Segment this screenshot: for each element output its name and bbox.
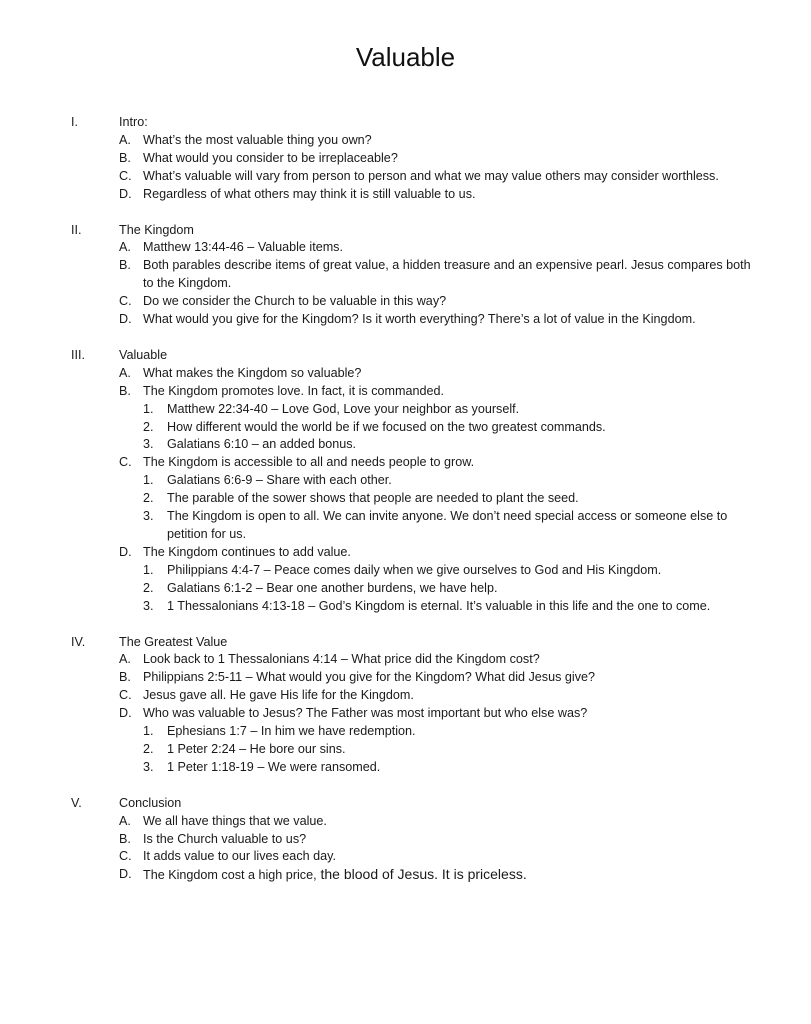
outline-item (0, 866, 811, 885)
item-label: A. (119, 652, 131, 667)
outline-section (0, 634, 811, 777)
section-numeral: IV. (71, 634, 86, 649)
item-label: D. (119, 544, 132, 559)
item-text-emphasis: the blood of Jesus. It is priceless. (316, 866, 527, 883)
item-text: What would you consider to be irreplaceable? (143, 150, 398, 165)
subitem-label: 1. (143, 473, 154, 488)
section-heading (0, 795, 811, 813)
subitem-label: 1. (143, 724, 154, 739)
item-text: The Kingdom is accessible to all and needs people to grow. (143, 455, 475, 470)
subitem-label: 2. (143, 491, 154, 506)
outline-subitem (0, 741, 811, 759)
subitem-label: 3. (143, 598, 154, 613)
item-text: Is the Church valuable to us? (143, 831, 307, 846)
item-text: Both parables describe items of great value, a hidden treasure and an expensive pearl. Jesus compares both to the Kingdom. (143, 258, 751, 291)
outline-item (0, 848, 811, 866)
outline-subitem (0, 436, 811, 454)
item-text: What’s the most valuable thing you own? (143, 132, 372, 147)
item-text: It adds value to our lives each day. (143, 849, 336, 864)
subitem-text: The Kingdom is open to all. We can invite anyone. We don’t need special access or someone else to petition for us. (167, 509, 728, 541)
item-label: D. (119, 867, 132, 882)
outline-subitem (0, 580, 811, 598)
outline-subitem (0, 490, 811, 508)
item-label: C. (119, 294, 132, 309)
item-label: B. (119, 670, 131, 685)
outline-subitem (0, 472, 811, 490)
section-title: The Greatest Value (119, 634, 228, 649)
section-numeral: I. (71, 115, 78, 129)
subitem-label: 1. (143, 401, 154, 416)
outline-section (0, 222, 811, 329)
section-numeral: III. (71, 347, 85, 362)
subitem-label: 3. (143, 759, 154, 774)
section-numeral: II. (71, 222, 82, 237)
subitem-text: 1 Peter 1:18-19 – We were ransomed. (167, 759, 381, 774)
outline-item (0, 669, 811, 687)
item-label: D. (119, 312, 132, 327)
item-label: D. (119, 186, 132, 201)
sermon-outline (0, 114, 811, 903)
outline-item (0, 168, 811, 186)
section-title: Valuable (119, 347, 168, 362)
outline-item (0, 383, 811, 401)
item-label: C. (119, 168, 132, 183)
subitem-label: 1. (143, 562, 154, 577)
item-label: B. (119, 258, 131, 273)
item-text: The Kingdom promotes love. In fact, it is commanded. (143, 383, 444, 398)
subitem-text: Matthew 22:34-40 – Love God, Love your neighbor as yourself. (167, 401, 520, 416)
outline-section (0, 795, 811, 886)
item-text: What would you give for the Kingdom? Is it worth everything? There’s a lot of value in the Kingdom. (143, 312, 696, 327)
subitem-label: 2. (143, 741, 154, 756)
outline-item (0, 651, 811, 669)
item-text: Look back to 1 Thessalonians 4:14 – What price did the Kingdom cost? (143, 652, 540, 667)
item-text: What’s valuable will vary from person to person and what we may value others may consider worthless. (143, 168, 719, 183)
outline-subitem (0, 723, 811, 741)
item-text: We all have things that we value. (143, 813, 327, 828)
item-text: Who was valuable to Jesus? The Father was most important but who else was? (143, 706, 588, 721)
section-title: Intro: (119, 115, 148, 129)
item-label: C. (119, 849, 132, 864)
outline-subitem (0, 419, 811, 437)
item-label: A. (119, 365, 131, 380)
outline-item (0, 186, 811, 204)
outline-subitem (0, 759, 811, 777)
item-label: A. (119, 132, 131, 147)
outline-item (0, 687, 811, 705)
outline-item (0, 813, 811, 831)
subitem-text: How different would the world be if we focused on the two greatest commands. (167, 419, 606, 434)
item-text: Do we consider the Church to be valuable in this way? (143, 294, 447, 309)
section-heading (0, 634, 811, 652)
subitem-text: Galatians 6:1-2 – Bear one another burdens, we have help. (167, 580, 498, 595)
item-label: D. (119, 706, 132, 721)
outline-subitem (0, 598, 811, 616)
subitem-label: 2. (143, 580, 154, 595)
item-text: Matthew 13:44-46 – Valuable items. (143, 240, 343, 255)
outline-section (0, 347, 811, 616)
outline-subitem (0, 401, 811, 419)
outline-item (0, 544, 811, 562)
outline-item (0, 293, 811, 311)
subitem-text: Galatians 6:6-9 – Share with each other. (167, 473, 392, 488)
outline-item (0, 239, 811, 257)
item-text: Regardless of what others may think it is still valuable to us. (143, 186, 476, 201)
item-label: C. (119, 688, 132, 703)
item-text: The Kingdom continues to add value. (143, 544, 351, 559)
outline-item (0, 705, 811, 723)
section-heading (0, 114, 811, 132)
item-label: B. (119, 831, 131, 846)
outline-item (0, 831, 811, 849)
item-text: Philippians 2:5-11 – What would you give for the Kingdom? What did Jesus give? (143, 670, 595, 685)
section-title: Conclusion (119, 795, 182, 810)
subitem-label: 3. (143, 437, 154, 452)
section-heading (0, 222, 811, 240)
subitem-text: Galatians 6:10 – an added bonus. (167, 437, 357, 452)
section-heading (0, 347, 811, 365)
outline-subitem (0, 562, 811, 580)
item-text: The Kingdom cost a high price, (143, 868, 317, 883)
subitem-text: Ephesians 1:7 – In him we have redemption. (167, 724, 416, 739)
subitem-text: 1 Thessalonians 4:13-18 – God’s Kingdom is eternal. It’s valuable in this life and the one to come. (167, 598, 711, 613)
item-label: A. (119, 240, 131, 255)
outline-item (0, 365, 811, 383)
item-text: What makes the Kingdom so valuable? (143, 365, 362, 380)
outline-item (0, 132, 811, 150)
section-numeral: V. (71, 795, 82, 810)
outline-item (0, 150, 811, 168)
outline-subitem (0, 508, 759, 544)
item-label: A. (119, 813, 131, 828)
subitem-text: Philippians 4:4-7 – Peace comes daily when we give ourselves to God and His Kingdom. (167, 562, 662, 577)
outline-item (0, 454, 811, 472)
subitem-text: The parable of the sower shows that people are needed to plant the seed. (167, 491, 579, 506)
subitem-label: 3. (143, 509, 154, 524)
item-text: Jesus gave all. He gave His life for the Kingdom. (143, 688, 414, 703)
document-title: Valuable (355, 42, 456, 72)
subitem-label: 2. (143, 419, 154, 434)
outline-item (0, 311, 811, 329)
outline-item (0, 257, 755, 293)
item-label: B. (119, 150, 131, 165)
section-title: The Kingdom (119, 222, 194, 237)
item-label: B. (119, 383, 131, 398)
subitem-text: 1 Peter 2:24 – He bore our sins. (167, 741, 346, 756)
item-label: C. (119, 455, 132, 470)
outline-section (0, 114, 811, 204)
